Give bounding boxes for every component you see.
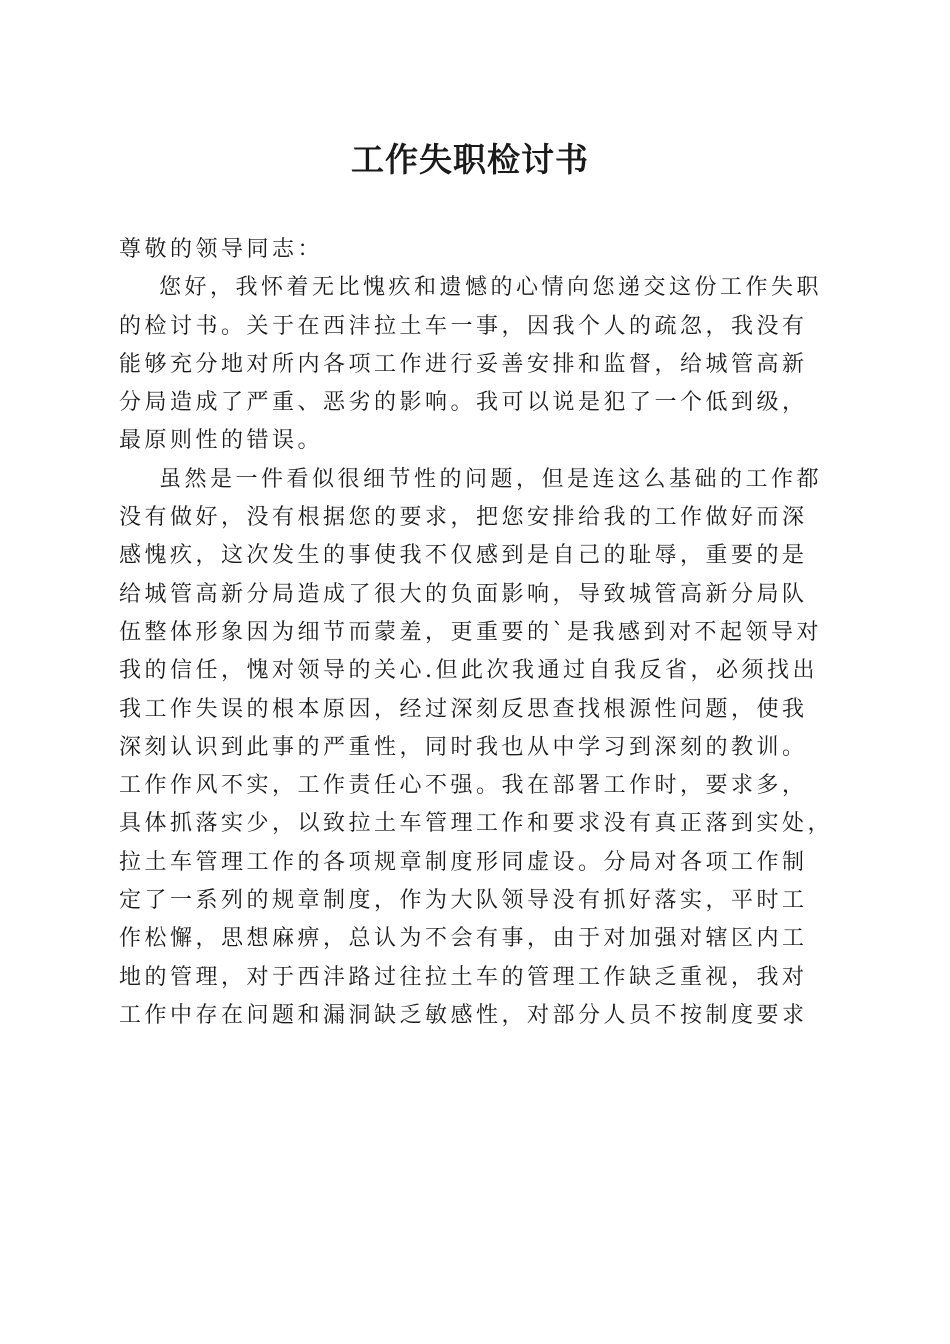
paragraph-line: 拉土车管理工作的各项规章制度形同虚设。分局对各项工作制 [119, 849, 808, 875]
paragraph-line: 的检讨书。关于在西沣拉土车一事，因我个人的疏忽，我没有 [119, 313, 808, 339]
paragraph-line: 工作作风不实，工作责任心不强。我在部署工作时，要求多， [119, 773, 808, 799]
paragraph-line: 感愧疚，这次发生的事使我不仅感到是自己的耻辱，重要的是 [119, 543, 808, 569]
paragraph-line: 地的管理，对于西沣路过往拉土车的管理工作缺乏重视，我对 [119, 964, 808, 990]
paragraph-line: 您好，我怀着无比愧疚和遗憾的心情向您递交这份工作失职 [159, 275, 823, 301]
paragraph-line: 深刻认识到此事的严重性，同时我也从中学习到深刻的教训。 [119, 734, 808, 760]
document-title: 工作失职检讨书 [351, 140, 589, 179]
paragraph-line: 具体抓落实少，以致拉土车管理工作和要求没有真正落到实处， [119, 811, 834, 837]
paragraph-line: 给城管高新分局造成了很大的负面影响，导致城管高新分局队 [119, 581, 808, 607]
paragraph-line: 工作中存在问题和漏洞缺乏敏感性，对部分人员不按制度要求 [119, 1002, 808, 1028]
paragraph-line: 分局造成了严重、恶劣的影响。我可以说是犯了一个低到级， [119, 390, 808, 416]
paragraph-line: 没有做好，没有根据您的要求，把您安排给我的工作做好而深 [119, 505, 808, 531]
paragraph-line: 我工作失误的根本原因，经过深刻反思查找根源性问题，使我 [119, 696, 808, 722]
document-body [119, 231, 834, 1035]
paragraph-line: 伍整体形象因为细节而蒙羞，更重要的`是我感到对不起领导对 [119, 619, 823, 645]
paragraph-line: 作松懈，思想麻痹，总认为不会有事，由于对加强对辖区内工 [119, 926, 808, 952]
salutation-line: 尊敬的领导同志： [119, 237, 324, 262]
paragraph-line: 最原则性的错误。 [119, 428, 324, 454]
paragraph-line: 我的信任，愧对领导的关心.但此次我通过自我反省，必须找出 [119, 658, 818, 684]
paragraph-line: 能够充分地对所内各项工作进行妥善安排和监督，给城管高新 [119, 351, 808, 377]
paragraph-line: 定了一系列的规章制度，作为大队领导没有抓好落实，平时工 [119, 888, 808, 914]
paragraph-line: 虽然是一件看似很细节性的问题，但是连这么基础的工作都 [159, 466, 823, 492]
